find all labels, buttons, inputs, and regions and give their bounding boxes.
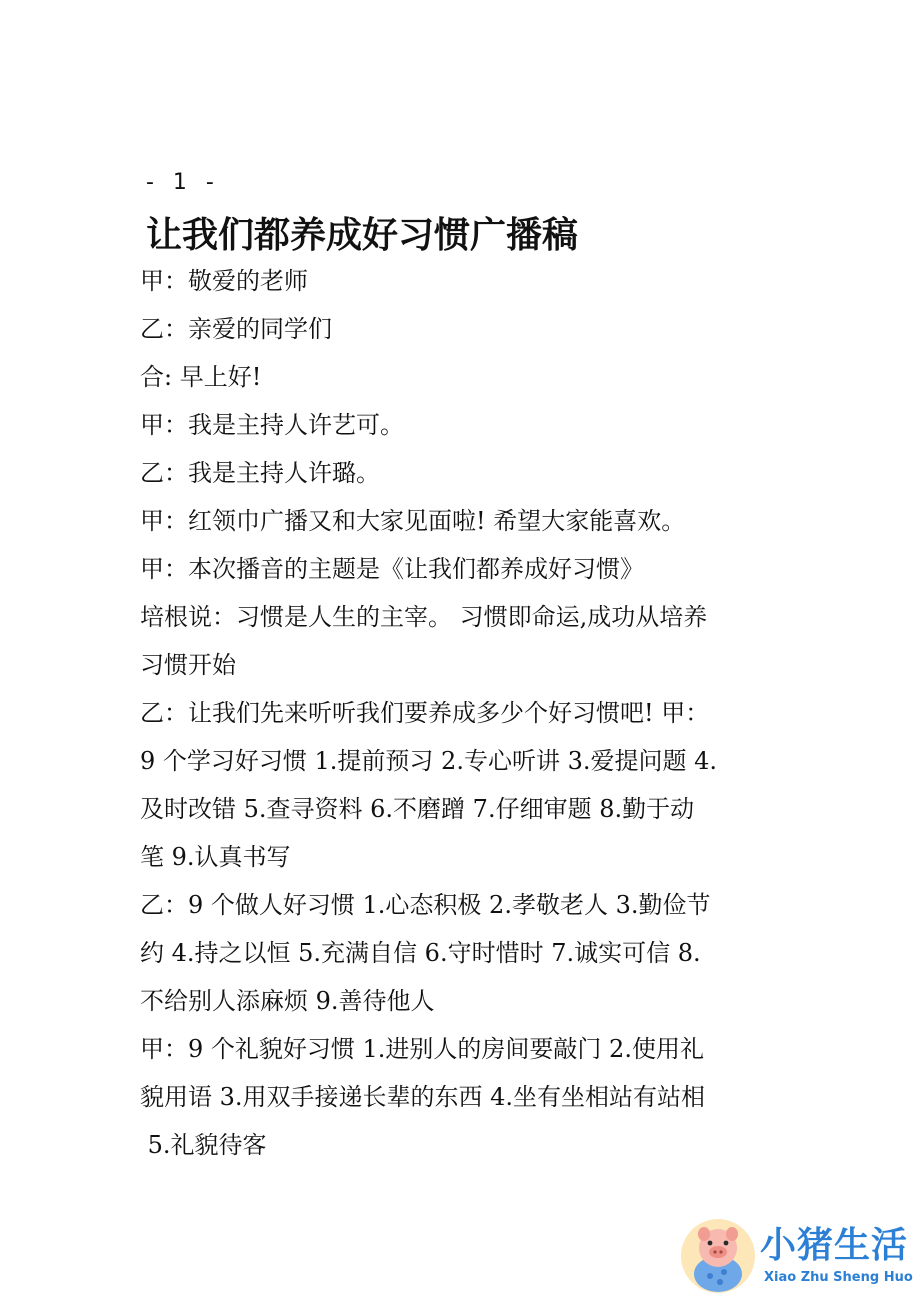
text-line: 笔 9.认真书写 (140, 843, 291, 871)
document-body (140, 257, 790, 1169)
page-number: - 1 - (146, 170, 220, 195)
text-line: 乙：亲爱的同学们 (140, 315, 332, 343)
document-title: 让我们都养成好习惯广播稿 (146, 215, 579, 256)
text-line: 约 4.持之以恒 5.充满自信 6.守时惜时 7.诚实可信 8. (140, 939, 701, 967)
text-line: 甲：本次播音的主题是《让我们都养成好习惯》 (140, 555, 644, 583)
text-line: 甲：红领巾广播又和大家见面啦! 希望大家能喜欢。 (140, 507, 686, 535)
text-line: 乙：让我们先来听听我们要养成多少个好习惯吧! 甲： (140, 699, 710, 727)
text-line: 不给别人添麻烦 9.善待他人 (140, 987, 435, 1015)
logo-english-name: Xiao Zhu Sheng Huo (764, 1270, 913, 1285)
text-line: 习惯开始 (140, 651, 236, 679)
pig-mascot-icon (680, 1218, 756, 1294)
text-line: 培根说：习惯是人生的主宰。 习惯即命运,成功从培养 (140, 603, 708, 631)
logo-chinese-name: 小猪生活 (760, 1225, 909, 1266)
watermark-logo (680, 1218, 920, 1298)
text-line: 甲：我是主持人许艺可。 (140, 411, 404, 439)
text-line: 貌用语 3.用双手接递长辈的东西 4.坐有坐相站有站相 (140, 1083, 706, 1111)
text-line: 甲：9 个礼貌好习惯 1.进别人的房间要敲门 2.使用礼 (140, 1035, 704, 1063)
text-line: 5.礼貌待客 (140, 1131, 267, 1159)
text-line: 乙：9 个做人好习惯 1.心态积极 2.孝敬老人 3.勤俭节 (140, 891, 711, 919)
text-line: 9 个学习好习惯 1.提前预习 2.专心听讲 3.爱提问题 4. (140, 747, 718, 775)
text-line: 乙：我是主持人许璐。 (140, 459, 380, 487)
text-line: 甲：敬爱的老师 (140, 267, 308, 295)
text-line: 及时改错 5.查寻资料 6.不磨蹭 7.仔细审题 8.勤于动 (140, 795, 695, 823)
text-line: 合: 早上好! (140, 363, 262, 391)
